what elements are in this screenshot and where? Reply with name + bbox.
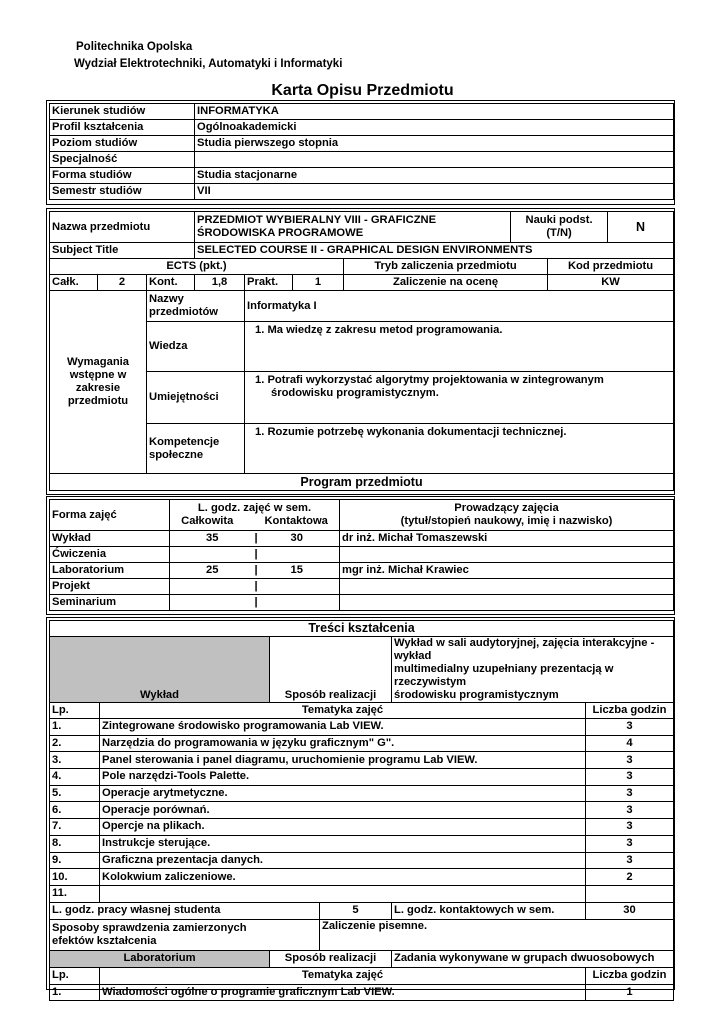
study-info-row xyxy=(50,168,674,184)
contact-hours-label: L. godz. kontaktowych w sem. xyxy=(392,902,586,919)
program-form: Projekt xyxy=(50,579,170,595)
assessment-mode-label: Tryb zaliczenia przedmiotu xyxy=(344,259,548,275)
study-info-label: Semestr studiów xyxy=(50,184,195,200)
study-info-label: Specjalność xyxy=(50,152,195,168)
program-separator: | xyxy=(254,548,258,560)
topic-row xyxy=(50,769,674,786)
topic-hours: 2 xyxy=(586,869,674,886)
topic-text: Instrukcje sterujące. xyxy=(100,835,586,852)
own-work-label: L. godz. pracy własnej studenta xyxy=(50,902,320,919)
topic-lp: 5. xyxy=(50,785,100,802)
topic-row xyxy=(50,719,674,736)
lecture-method-value: Wykład w sali audytoryjnej, zajęcia interakcyjne - wykład multimedialny uzupełniany prezentacją w rzeczywistym środowisku programistycznym xyxy=(392,637,674,703)
lab-topic-lp: 1. xyxy=(50,984,100,1000)
topic-row xyxy=(50,852,674,869)
course-code-value: KW xyxy=(548,275,674,291)
subject-title-value: SELECTED COURSE II - GRAPHICAL DESIGN ENVIRONMENTS xyxy=(195,243,674,259)
lab-lp-label: Lp. xyxy=(50,967,100,984)
prereq-social-label: Kompetencje społeczne xyxy=(147,424,245,474)
topic-lp: 2. xyxy=(50,735,100,752)
program-separator: | xyxy=(254,532,258,544)
topic-lp: 3. xyxy=(50,752,100,769)
basic-science-label: Nauki podst. (T/N) xyxy=(511,212,608,243)
teacher-header: Prowadzący zajęcia (tytuł/stopień naukowy, imię i nazwisko) xyxy=(340,500,674,531)
program-separator: | xyxy=(254,564,258,576)
page-title: Karta Opisu Przedmiotu xyxy=(271,82,454,99)
study-info-value: Studia stacjonarne xyxy=(195,168,674,184)
program-row xyxy=(50,531,674,547)
ects-total-label: Całk. xyxy=(50,275,98,291)
study-info-value xyxy=(195,152,674,168)
course-name-value: PRZEDMIOT WYBIERALNY VIII - GRAFICZNE ŚRODOWISKA PROGRAMOWE xyxy=(195,212,511,243)
topic-hours: 3 xyxy=(586,802,674,819)
contact-hours-value: 30 xyxy=(586,902,674,919)
topic-lp: 1. xyxy=(50,719,100,736)
topic-text: Opercje na plikach. xyxy=(100,819,586,836)
program-total xyxy=(170,595,255,611)
lecture-method-label: Sposób realizacji xyxy=(270,637,392,703)
lab-topic-row xyxy=(50,984,674,1000)
program-teacher xyxy=(340,547,674,563)
topic-text: Pole narzędzi-Tools Palette. xyxy=(100,769,586,786)
program-form: Ćwiczenia xyxy=(50,547,170,563)
program-contact-cell xyxy=(255,531,340,547)
program-teacher: dr inż. Michał Tomaszewski xyxy=(340,531,674,547)
topic-row xyxy=(50,869,674,886)
subject-title-label: Subject Title xyxy=(50,243,195,259)
topic-row xyxy=(50,835,674,852)
prereq-names-value: Informatyka I xyxy=(245,291,674,322)
ects-total-value: 2 xyxy=(98,275,147,291)
topic-hours: 3 xyxy=(586,785,674,802)
program-row xyxy=(50,579,674,595)
topic-text: Narzędzia do programowania w języku graficznym" G". xyxy=(100,735,586,752)
program-contact-cell xyxy=(255,563,340,579)
program-contact-cell xyxy=(255,579,340,595)
topic-row xyxy=(50,785,674,802)
topic-hours: 3 xyxy=(586,719,674,736)
verification-value: Zaliczenie pisemne. xyxy=(320,919,674,950)
study-info-row xyxy=(50,136,674,152)
lab-method-label: Sposób realizacji xyxy=(270,950,392,967)
prereq-names-label: Nazwy przedmiotów xyxy=(147,291,245,322)
study-info-value: VII xyxy=(195,184,674,200)
topic-text: Operacje arytmetyczne. xyxy=(100,785,586,802)
topic-text: Panel sterowania i panel diagramu, uruchomienie programu Lab VIEW. xyxy=(100,752,586,769)
basic-science-value: N xyxy=(608,212,674,243)
program-total xyxy=(170,547,255,563)
program-row xyxy=(50,547,674,563)
topic-hours: 4 xyxy=(586,735,674,752)
content-title: Treści kształcenia xyxy=(50,621,674,637)
topic-hours xyxy=(586,885,674,902)
program-title: Program przedmiotu xyxy=(50,474,674,491)
topics-label: Tematyka zajęć xyxy=(100,703,586,719)
topic-hours: 3 xyxy=(586,752,674,769)
study-info-label: Forma studiów xyxy=(50,168,195,184)
lab-topic-text: Wiadomości ogólne o programie graficznym Lab VIEW. xyxy=(100,984,586,1000)
topic-lp: 11. xyxy=(50,885,100,902)
study-info-label: Poziom studiów xyxy=(50,136,195,152)
study-info-value: INFORMATYKA xyxy=(195,104,674,120)
program-teacher xyxy=(340,579,674,595)
faculty-name: Wydział Elektrotechniki, Automatyki i Informatyki xyxy=(74,58,343,70)
topic-lp: 8. xyxy=(50,835,100,852)
course-table xyxy=(49,211,674,491)
lab-hours-label: Liczba godzin xyxy=(586,967,674,984)
prereq-skills-label: Umiejętności xyxy=(147,372,245,424)
study-info-label: Kierunek studiów xyxy=(50,104,195,120)
study-info-row xyxy=(50,152,674,168)
own-work-value: 5 xyxy=(320,902,392,919)
prereq-skills-value: 1. Potrafi wykorzystać algorytmy projektowania w zintegrowanym środowisku programistycznym. xyxy=(245,372,674,424)
ects-practical-value: 1 xyxy=(293,275,344,291)
program-teacher xyxy=(340,595,674,611)
ects-label: ECTS (pkt.) xyxy=(50,259,344,275)
topic-row xyxy=(50,735,674,752)
lp-label: Lp. xyxy=(50,703,100,719)
program-contact-cell xyxy=(255,595,340,611)
topic-text: Kolokwium zaliczeniowe. xyxy=(100,869,586,886)
university-name: Politechnika Opolska xyxy=(76,41,193,53)
ects-practical-label: Prakt. xyxy=(245,275,293,291)
program-form: Laboratorium xyxy=(50,563,170,579)
verification-label: Sposoby sprawdzenia zamierzonych efektów kształcenia xyxy=(50,919,320,950)
lab-topic-hours: 1 xyxy=(586,984,674,1000)
topic-row xyxy=(50,802,674,819)
content-table xyxy=(49,620,674,1001)
program-total xyxy=(170,579,255,595)
program-separator: | xyxy=(254,596,258,608)
study-info-row xyxy=(50,104,674,120)
topic-hours: 3 xyxy=(586,835,674,852)
program-contact-cell xyxy=(255,547,340,563)
study-info-value: Studia pierwszego stopnia xyxy=(195,136,674,152)
study-info-row xyxy=(50,120,674,136)
lecture-label: Wykład xyxy=(50,637,270,703)
course-name-label: Nazwa przedmiotu xyxy=(50,212,195,243)
study-info-row xyxy=(50,184,674,200)
hours-label: Liczba godzin xyxy=(586,703,674,719)
prereq-knowledge-label: Wiedza xyxy=(147,322,245,372)
program-contact: 15 xyxy=(290,564,303,576)
topic-text: Graficzna prezentacja danych. xyxy=(100,852,586,869)
topic-lp: 10. xyxy=(50,869,100,886)
lab-label: Laboratorium xyxy=(50,950,270,967)
course-code-label: Kod przedmiotu xyxy=(548,259,674,275)
ects-contact-value: 1,8 xyxy=(195,275,245,291)
program-row xyxy=(50,563,674,579)
hours-header: L. godz. zajęć w sem. Całkowita Kontaktowa xyxy=(170,500,340,531)
topic-row xyxy=(50,752,674,769)
prereq-social-value: 1. Rozumie potrzebę wykonania dokumentacji technicznej. xyxy=(245,424,674,474)
ects-contact-label: Kont. xyxy=(147,275,195,291)
topic-lp: 4. xyxy=(50,769,100,786)
topic-text xyxy=(100,885,586,902)
topic-lp: 9. xyxy=(50,852,100,869)
program-total: 25 xyxy=(170,563,255,579)
study-info-label: Profil kształcenia xyxy=(50,120,195,136)
program-form: Seminarium xyxy=(50,595,170,611)
topic-text: Operacje porównań. xyxy=(100,802,586,819)
topic-lp: 7. xyxy=(50,819,100,836)
topic-row xyxy=(50,819,674,836)
topic-hours: 3 xyxy=(586,819,674,836)
program-form: Wykład xyxy=(50,531,170,547)
topic-hours: 3 xyxy=(586,852,674,869)
prereq-knowledge-value: 1. Ma wiedzę z zakresu metod programowania. xyxy=(245,322,674,372)
topic-text: Zintegrowane środowisko programowania Lab VIEW. xyxy=(100,719,586,736)
program-row xyxy=(50,595,674,611)
form-label: Forma zajęć xyxy=(50,500,170,531)
topic-lp: 6. xyxy=(50,802,100,819)
study-info-value: Ogólnoakademicki xyxy=(195,120,674,136)
program-total: 35 xyxy=(170,531,255,547)
program-table xyxy=(49,499,674,611)
program-contact: 30 xyxy=(290,532,303,544)
program-separator: | xyxy=(254,580,258,592)
assessment-mode-value: Zaliczenie na ocenę xyxy=(344,275,548,291)
study-info-table xyxy=(49,103,674,200)
lab-method-value: Zadania wykonywane w grupach dwuosobowych xyxy=(392,950,674,967)
prerequisites-label: Wymagania wstępne w zakresie przedmiotu xyxy=(50,291,147,474)
topic-row xyxy=(50,885,674,902)
lab-topics-label: Tematyka zajęć xyxy=(100,967,586,984)
program-teacher: mgr inż. Michał Krawiec xyxy=(340,563,674,579)
topic-hours: 3 xyxy=(586,769,674,786)
